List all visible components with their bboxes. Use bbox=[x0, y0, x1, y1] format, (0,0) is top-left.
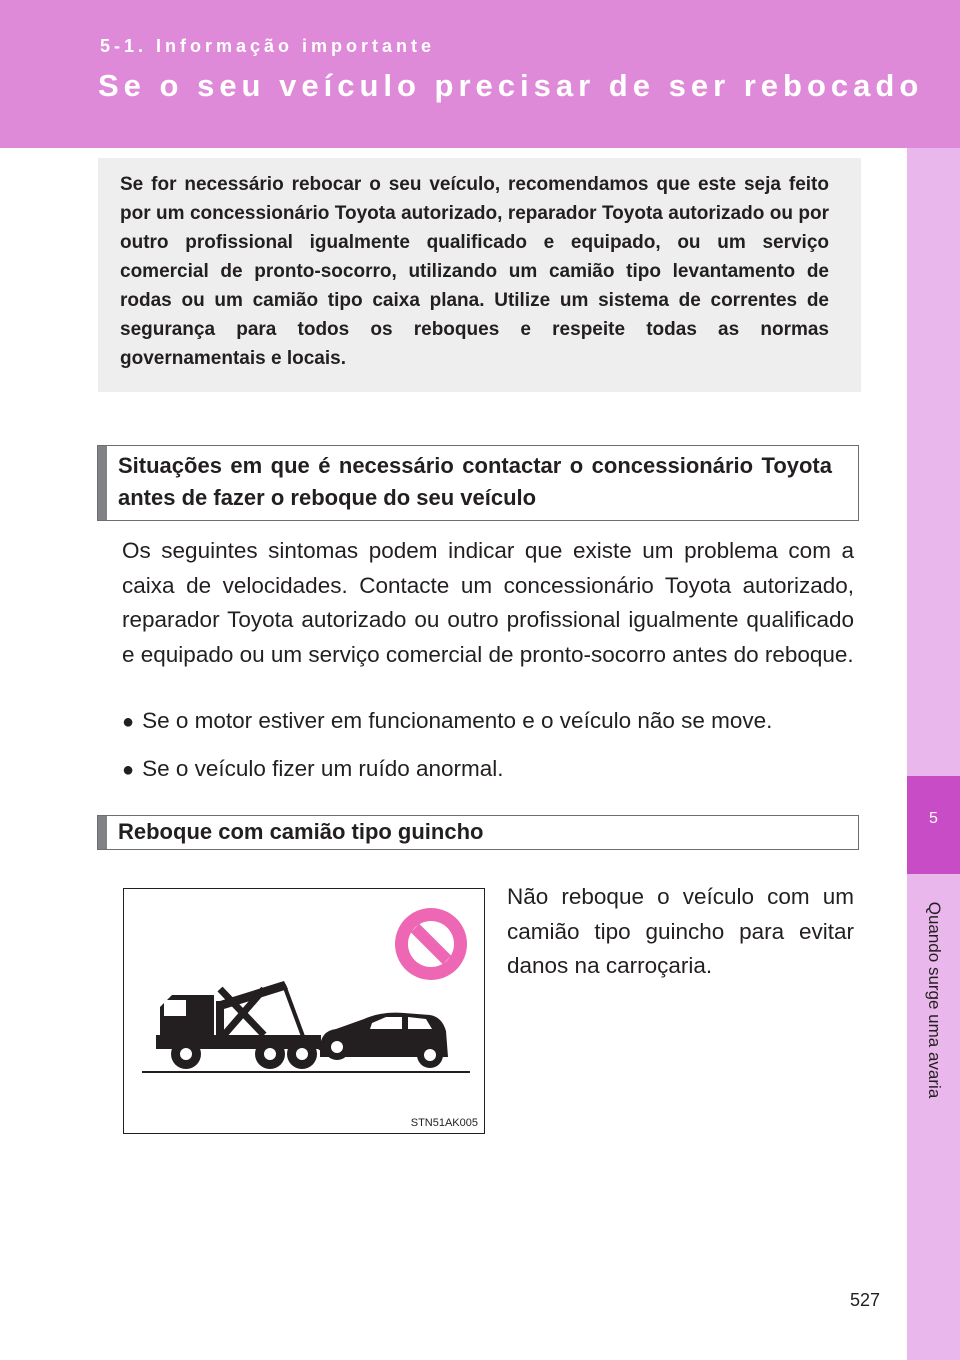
towed-car bbox=[320, 1013, 448, 1068]
intro-text: Se for necessário rebocar o seu veículo, recomendamos que este seja feito por um concessionário Toyota autorizado, reparador Toyota autorizado ou por outro profissional igualmente qualificado e equipado, ou um serviço comercial de pronto-socorro, utilizando um camião tipo levantamento de rodas ou um camião tipo caixa plana. Utilize um sistema de correntes de segurança para todos os reboques e respeite todas as normas governamentais e locais. bbox=[120, 174, 829, 369]
figure-code: STN51AK005 bbox=[410, 1117, 478, 1129]
list-item bbox=[122, 753, 504, 786]
tow-truck-illustration bbox=[123, 888, 485, 1134]
list-item-text: Se o veículo fizer um ruído anormal. bbox=[142, 756, 504, 781]
section-heading-contact-dealer bbox=[97, 445, 859, 521]
chapter-side-strip bbox=[907, 148, 960, 1360]
list-item-text: Se o motor estiver em funcionamento e o veículo não se move. bbox=[142, 708, 773, 733]
section-label: 5-1. Informação importante bbox=[100, 36, 436, 56]
bullet-icon: ● bbox=[122, 711, 135, 733]
section-heading-text: Reboque com camião tipo guincho bbox=[118, 819, 484, 844]
heading-bar bbox=[98, 816, 107, 849]
chapter-title: Quando surge uma avaria bbox=[925, 901, 944, 1099]
tow-truck bbox=[156, 981, 324, 1069]
list-item bbox=[122, 705, 772, 738]
bullet-icon: ● bbox=[122, 759, 135, 781]
section-heading-tow-truck bbox=[97, 815, 859, 850]
tow-truck-prohibited-icon bbox=[124, 889, 484, 1133]
symptoms-paragraph: Os seguintes sintomas podem indicar que existe um problema com a caixa de velocidades. Contacte um concessionário Toyota autorizado, reparador Toyota autorizado ou outro profissional igualmente qualificado e equipado ou um serviço comercial de pronto-socorro antes do reboque. bbox=[122, 538, 854, 667]
page-header bbox=[0, 0, 960, 148]
page-number: 527 bbox=[850, 1290, 881, 1310]
page-title: Se o seu veículo precisar de ser rebocado bbox=[98, 68, 924, 103]
heading-bar bbox=[98, 446, 107, 520]
chapter-number: 5 bbox=[929, 810, 938, 827]
section-heading-text: Situações em que é necessário contactar o concessionário Toyota antes de fazer o reboque do seu veículo bbox=[118, 453, 832, 510]
tow-truck-paragraph: Não reboque o veículo com um camião tipo guincho para evitar danos na carroçaria. bbox=[507, 884, 854, 978]
